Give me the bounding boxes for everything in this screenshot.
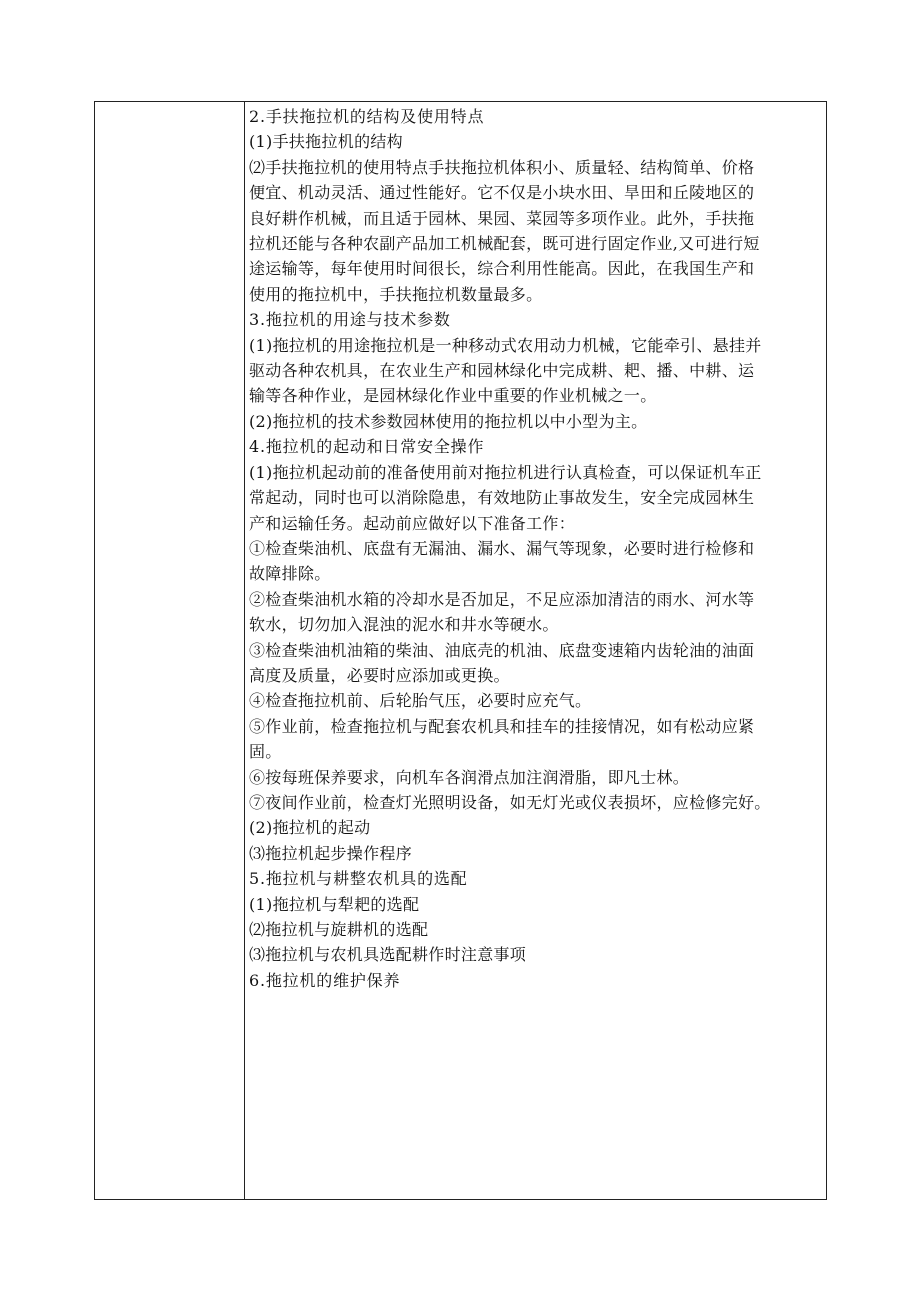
text-line: ⑵拖拉机与旋耕机的选配 — [249, 920, 429, 939]
text-line: ②检查柴油机水箱的冷却水是否加足，不足应添加清洁的雨水、河水等 — [249, 589, 755, 609]
text-line: (1)手扶拖拉机的结构 — [249, 132, 403, 152]
text-line: 便宜、机动灵活、通过性能好。它不仅是小块水田、旱田和丘陵地区的 — [249, 183, 755, 203]
text-line: ⑶拖拉机起步操作程序 — [249, 843, 413, 863]
text-line: ⑶拖拉机与农机具选配耕作时注意事项 — [249, 945, 527, 965]
text-line: 途运输等，每年使用时间很长，综合利用性能高。因此，在我国生产和 — [249, 259, 755, 279]
text-line: (2)拖拉机的技术参数园林使用的拖拉机以中小型为主。 — [249, 411, 648, 431]
text-line: ③检查柴油机油箱的柴油、油底壳的机油、底盘变速箱内齿轮油的油面 — [249, 640, 755, 660]
content-table — [94, 101, 827, 1200]
section-heading: 6.拖拉机的维护保养 — [249, 970, 401, 990]
text-line: (2)拖拉机的起动 — [249, 818, 371, 838]
text-line: (1)拖拉机起动前的准备使用前对拖拉机进行认真检查，可以保证机车正 — [249, 462, 762, 482]
text-line: 软水，切勿加入混浊的泥水和井水等硬水。 — [249, 615, 559, 635]
section-heading: 4.拖拉机的起动和日常安全操作 — [249, 437, 485, 457]
text-line: ④检查拖拉机前、后轮胎气压，必要时应充气。 — [249, 691, 592, 711]
section-heading: 5.拖拉机与耕整农机具的选配 — [249, 869, 468, 889]
text-line: 拉机还能与各种农副产品加工机械配套，既可进行固定作业,又可进行短 — [249, 234, 760, 254]
text-line: (1)拖拉机与犁耙的选配 — [249, 894, 420, 914]
text-line: 良好耕作机械，而且适于园林、果园、菜园等多项作业。此外，手扶拖 — [249, 208, 755, 228]
table-left-cell — [95, 102, 245, 1199]
text-line: ⑥按每班保养要求，向机车各润滑点加注润滑脂，即凡士林。 — [249, 767, 690, 787]
text-line: ①检查柴油机、底盘有无漏油、漏水、漏气等现象，必要时进行检修和 — [249, 538, 755, 558]
text-line: (1)拖拉机的用途拖拉机是一种移动式农用动力机械，它能牵引、悬挂并 — [249, 335, 762, 355]
table-right-cell — [245, 102, 826, 1199]
text-line: 常起动，同时也可以消除隐患，有效地防止事故发生，安全完成园林生 — [249, 488, 755, 508]
text-line: ⑦夜间作业前，检查灯光照明设备，如无灯光或仪表损坏，应检修完好。 — [249, 792, 771, 812]
text-line: 固。 — [249, 742, 282, 762]
text-line: 驱动各种农机具，在农业生产和园林绿化中完成耕、耙、播、中耕、运 — [249, 361, 755, 381]
text-line: 高度及质量，必要时应添加或更换。 — [249, 665, 510, 685]
text-line: ⑤作业前，检查拖拉机与配套农机具和挂车的挂接情况，如有松动应紧 — [249, 716, 755, 736]
text-line: 输等各种作业，是园林绿化作业中重要的作业机械之一。 — [249, 386, 657, 406]
section-heading: 2.手扶拖拉机的结构及使用特点 — [249, 107, 485, 126]
section-heading: 3.拖拉机的用途与技术参数 — [249, 310, 451, 330]
text-line: 故障排除。 — [249, 564, 331, 584]
text-line: 产和运输任务。起动前应做好以下准备工作： — [249, 513, 576, 533]
text-line: ⑵手扶拖拉机的使用特点手扶拖拉机体积小、质量轻、结构简单、价格 — [249, 157, 755, 177]
text-line: 使用的拖拉机中，手扶拖拉机数量最多。 — [249, 284, 543, 304]
